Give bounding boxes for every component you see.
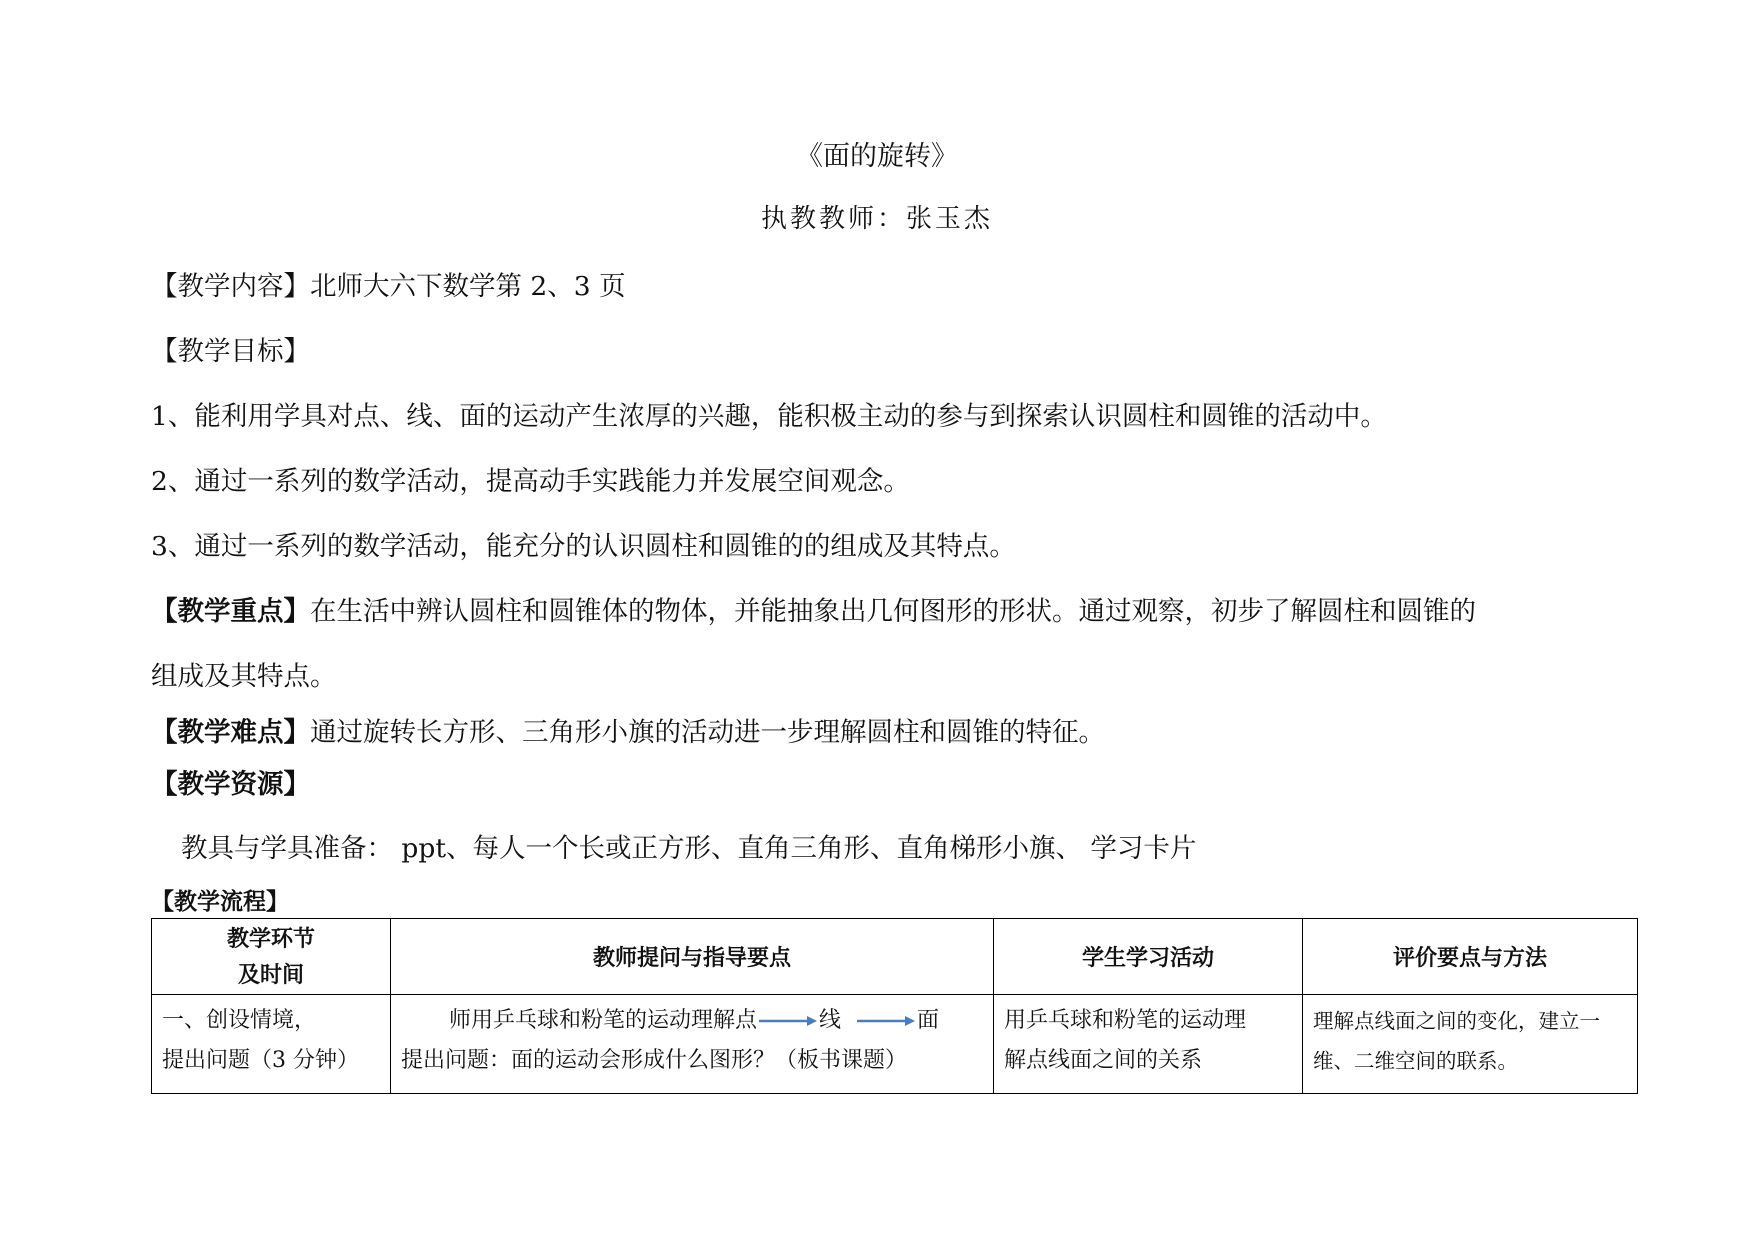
goal-item-2: 2、通过一系列的数学活动，提高动手实践能力并发展空间观念。: [151, 466, 910, 497]
teaching-flow-table: [151, 918, 1638, 1094]
header-evaluation: 评价要点与方法: [1303, 919, 1638, 995]
header-stage-line2: 及时间: [237, 961, 304, 988]
cell-stage-line1: 一、创设情境，: [162, 1008, 317, 1033]
goals-tag: 【教学目标】: [151, 336, 310, 367]
cell-student-line1: 用乒乓球和粉笔的运动理: [1004, 1008, 1247, 1033]
cell-teacher-text: 师用乒乓球和粉笔的运动理解点: [449, 1008, 758, 1033]
resources-text: 教具与学具准备： ppt、每人一个长或正方形、直角三角形、直角梯形小旗、 学习卡片: [181, 833, 1197, 864]
table-header-row: [152, 919, 1638, 995]
header-stage: [152, 919, 391, 995]
table-row: [152, 995, 1638, 1094]
cell-stage: [152, 995, 391, 1094]
arrow-right-icon: [757, 1014, 819, 1028]
difficulty-line: [151, 710, 1105, 749]
key-points-line: [151, 589, 1476, 628]
header-student: 学生学习活动: [994, 919, 1303, 995]
cell-teacher-point-line: 线: [819, 1008, 842, 1033]
resources-tag: 【教学资源】: [151, 769, 310, 800]
key-points-line2: 组成及其特点。: [151, 661, 337, 692]
content-tag: 【教学内容】: [151, 271, 310, 302]
cell-student: [994, 995, 1303, 1094]
cell-teacher: [391, 995, 994, 1094]
cell-evaluation: [1303, 995, 1638, 1094]
goal-item-1: 1、能利用学具对点、线、面的运动产生浓厚的兴趣，能积极主动的参与到探索认识圆柱和圆锥的活动中。: [151, 401, 1387, 432]
goal-item-3: 3、通过一系列的数学活动，能充分的认识圆柱和圆锥的的组成及其特点。: [151, 531, 1016, 562]
cell-teacher-point-face: 面: [917, 1008, 940, 1033]
header-stage-line1: 教学环节: [226, 925, 315, 952]
header-teacher: 教师提问与指导要点: [391, 919, 994, 995]
arrow-right-icon: [855, 1014, 917, 1028]
key-points-text: 在生活中辨认圆柱和圆锥体的物体，并能抽象出几何图形的形状。通过观察，初步了解圆柱和圆锥的: [310, 596, 1476, 627]
content-text: 北师大六下数学第 2、3 页: [310, 271, 626, 302]
cell-evaluation-line2: 维、二维空间的联系。: [1313, 1049, 1518, 1073]
key-points-tag: 【教学重点】: [151, 596, 310, 627]
teacher-line: 执教教师：张玉杰: [760, 204, 993, 234]
difficulty-text: 通过旋转长方形、三角形小旗的活动进一步理解圆柱和圆锥的特征。: [310, 717, 1105, 748]
cell-teacher-line1: [401, 1001, 983, 1041]
cell-student-line2: 解点线面之间的关系: [1004, 1048, 1203, 1073]
difficulty-tag: 【教学难点】: [151, 717, 310, 748]
page-title: 《面的旋转》: [796, 141, 958, 172]
content-line: [151, 264, 626, 303]
flow-tag: 【教学流程】: [151, 888, 289, 915]
cell-evaluation-line1: 理解点线面之间的变化，建立一: [1313, 1009, 1600, 1033]
cell-stage-line2: 提出问题（3 分钟）: [162, 1048, 359, 1073]
cell-teacher-line2: 提出问题：面的运动会形成什么图形？（板书课题）: [401, 1048, 908, 1073]
